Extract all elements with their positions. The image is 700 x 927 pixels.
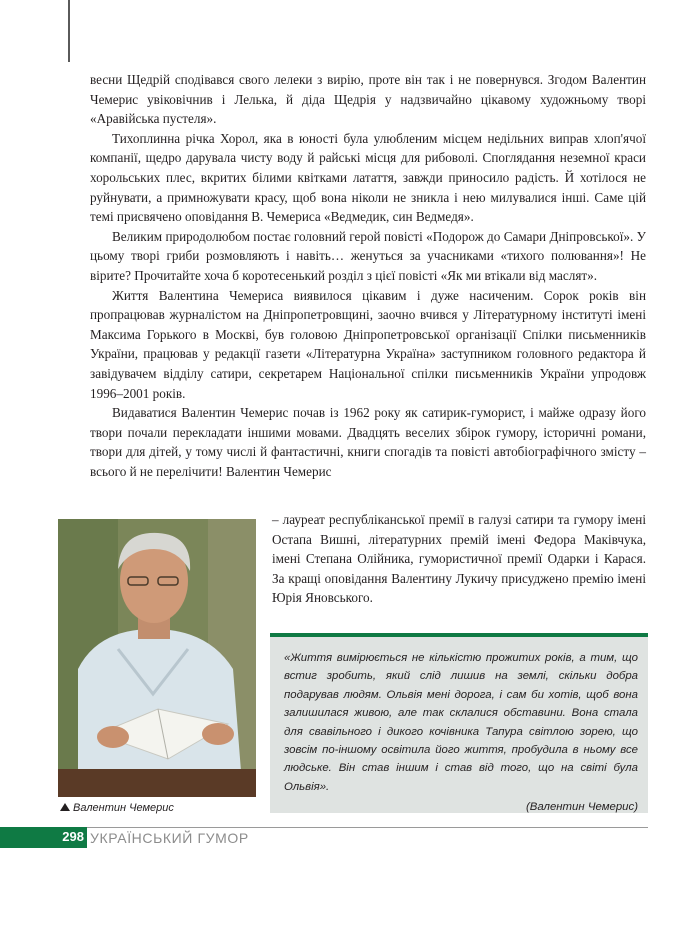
paragraph: Життя Валентина Чемериса виявилося цікавим і дуже насиченим. Сорок років він пропрацював журналістом на Дніпропетровщині, заочно вчився у Літературному інституті імені Максима Горького в Москві, був головою Дніпропетровської організації Спілки письменників України, працював у редакції газети «Літературна Україна» заступником головного редактора й завідувачем відділу сатири, секретарем Національної спілки письменників України упродовж 1996–2001 років. xyxy=(90,287,646,401)
triangle-icon xyxy=(60,803,70,811)
paragraph: весни Щедрій сподівався свого лелеки з вирію, проте він так і не повернувся. Згодом Валентин Чемерис увіковічнив і Лелька, й діда Щедрія у надзвичайно цікавому художньому творі «Аравійська пустеля». xyxy=(90,72,646,127)
author-photo-illustration xyxy=(58,519,256,797)
photo-caption-text: Валентин Чемерис xyxy=(73,802,174,814)
quote-text: «Життя вимірюється не кількістю прожитих років, а тим, що встиг зробить, який слід лишив на землі, скільки добра подарував людям. Ольвія мені дорога, і сам би хотів, щоб вона залишилася живою, але так склалися обставини. Вона стала для свавільного і дикого кочівника Тапура світлою зорею, що зовсім по-іншому освітила його життя, пробудила в ньому все людське. Він став іншим і став від того, що на світі була Ольвія». xyxy=(284,652,638,793)
quote-box xyxy=(270,633,648,813)
running-title: УКРАЇНСЬКИЙ ГУМОР xyxy=(90,830,249,846)
paragraph: Великим природолюбом постає головний герой повісті «Подорож до Самари Дніпровської». У цьому творі гриби розмовляють і навіть… женуться за учасниками «тихого полювання»! Не вірите? Прочитайте хоча б коротесенький розділ з цієї повісті «Як ми втікали від маслят». xyxy=(90,228,646,283)
body-text xyxy=(90,70,646,481)
paragraph: Тихоплинна річка Хорол, яка в юності була улюбленим місцем недільних виправ хлоп'ячої компанії, щедро дарувала чисту воду й райські місця для рибоволі. Споглядання неземної краси хорольських плес, вкритих білими квітками латаття, завжди приносило радість. Й хотілося не руйнувати, а примножувати красу, щоб вона ніколи не зникла і нею милувалися інші. Саме цій темі присвячено оповідання В. Чемериса «Ведмедик, син Ведмедя». xyxy=(90,130,646,225)
paragraph-beside-photo: – лауреат республіканської премії в галузі сатири та гумору імені Остапа Вишні, літературних премій імені Федора Маківчука, імені Степана Олійника, гумористичної премії Одарки і Карася. За кращі оповідання Валентину Лукичу присуджено премію імені Юрія Яновського. xyxy=(272,512,646,606)
footer-rule xyxy=(87,827,648,828)
photo-caption xyxy=(60,802,174,814)
paragraph: Видаватися Валентин Чемерис почав із 1962 року як сатирик-гуморист, і майже одразу його твори почали перекладати іншими мовами. Двадцять веселих збірок гумору, історичні романи, твори для дітей, у тому числі й фантастичні, книги спогадів та повісті автобіографічного змісту – всього й не перелічити! Валентин Чемерис xyxy=(90,405,646,479)
page-number: 298 xyxy=(62,829,84,844)
author-photo xyxy=(58,519,256,797)
margin-rule xyxy=(68,0,70,62)
quote-author: (Валентин Чемерис) xyxy=(525,801,638,814)
